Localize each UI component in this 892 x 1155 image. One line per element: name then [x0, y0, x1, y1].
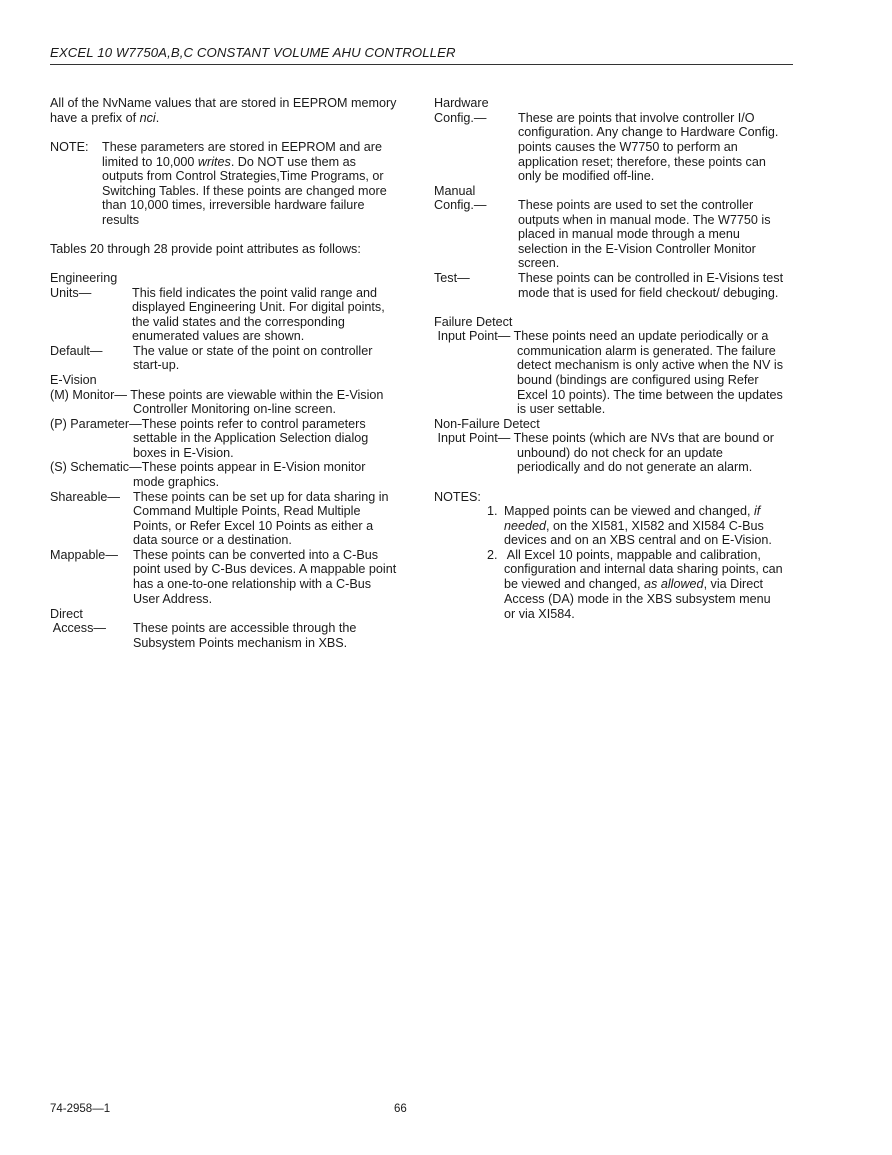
note-line	[102, 184, 387, 199]
term-definition-line: Points, or Refer Excel 10 Points as either a	[133, 519, 374, 533]
note-item-line	[504, 548, 761, 563]
term-label: Engineering	[50, 271, 118, 285]
running-header: EXCEL 10 W7750A,B,C CONSTANT VOLUME AHU CONTROLLER	[50, 45, 456, 60]
text-segment: outputs from Control Strategies,Time Programs, or	[102, 169, 384, 183]
text-segment: , on the XI581, XI582 and XI584 C-Bus	[546, 519, 764, 533]
italic-text: as allowed	[644, 577, 704, 591]
term-definition-line: selection in the E-Vision Controller Monitor	[518, 242, 756, 256]
term-definition-line: only be modified off-line.	[518, 169, 655, 183]
term-definition-line: These are points that involve controller I/O	[518, 111, 755, 125]
term-label: Failure Detect	[434, 315, 513, 329]
term-definition-line: (P) Parameter—These points refer to control parameters	[50, 417, 366, 431]
text-segment: , via Direct	[703, 577, 764, 591]
italic-text: writes	[197, 155, 231, 169]
term-label: Config.—	[434, 198, 487, 212]
term-definition-line: The value or state of the point on controller	[133, 344, 373, 358]
note-item-line	[504, 577, 763, 592]
note-label: NOTE:	[50, 140, 89, 154]
term-definition-line: Excel 10 points). The time between the updates	[517, 388, 783, 402]
term-label: Test—	[434, 271, 470, 285]
document-number: 74-2958—1	[50, 1103, 111, 1115]
term-definition-line: displayed Engineering Unit. For digital points,	[132, 300, 385, 314]
note-item-line	[504, 504, 760, 519]
term-label: Direct	[50, 607, 83, 621]
note-item-line	[504, 607, 575, 622]
term-definition-line: These points can be controlled in E-Visions test	[518, 271, 784, 285]
term-label: Mappable—	[50, 548, 118, 562]
term-definition-line: Controller Monitoring on-line screen.	[133, 402, 336, 416]
term-definition-line: User Address.	[133, 592, 213, 606]
term-definition-line: These points are accessible through the	[133, 621, 357, 635]
term-label: Non-Failure Detect	[434, 417, 540, 431]
notes-label: NOTES:	[434, 490, 481, 504]
term-label: Hardware	[434, 96, 489, 110]
page-number: 66	[394, 1103, 407, 1115]
italic-text: if	[753, 504, 761, 518]
text-segment: configuration and internal data sharing points, can	[504, 562, 783, 576]
term-definition-line: unbound) do not check for an update	[517, 446, 723, 460]
term-definition-line: settable in the Application Selection dialog	[133, 431, 369, 445]
text-segment: limited to 10,000	[102, 155, 198, 169]
text-segment: These parameters are stored in EEPROM and are	[102, 140, 382, 154]
note-line	[102, 169, 384, 184]
text-segment: be viewed and changed,	[504, 577, 645, 591]
term-definition-line: placed in manual mode through a menu	[518, 227, 740, 241]
term-definition-line: These points can be set up for data sharing in	[133, 490, 389, 504]
term-definition-line: Subsystem Points mechanism in XBS.	[133, 636, 348, 650]
term-definition-line: boxes in E-Vision.	[133, 446, 234, 460]
term-definition-line: This field indicates the point valid range and	[132, 286, 378, 300]
term-label: Manual	[434, 184, 476, 198]
text-segment: results	[102, 213, 140, 227]
term-definition-line: application reset; therefore, these points can	[518, 155, 766, 169]
note-number: 2.	[487, 548, 498, 562]
text-segment: All Excel 10 points, mappable and calibration,	[504, 548, 761, 562]
text-segment: Switching Tables. If these points are changed more	[102, 184, 387, 198]
note-line	[102, 213, 139, 228]
text-segment: or via XI584.	[504, 607, 575, 621]
term-label: Shareable—	[50, 490, 121, 504]
term-definition-line: Command Multiple Points, Read Multiple	[133, 504, 361, 518]
text-segment: devices and on an XBS central and on E-Vision.	[504, 533, 772, 547]
term-definition-line: communication alarm is generated. The failure	[517, 344, 776, 358]
term-definition-line: the valid states and the corresponding	[132, 315, 345, 329]
term-definition-line: These points are used to set the controller	[518, 198, 754, 212]
term-label: Default—	[50, 344, 103, 358]
intro-line	[50, 96, 396, 111]
term-definition-line: periodically and do not generate an alarm.	[517, 460, 753, 474]
term-definition-line: mode that is used for field checkout/ debuging.	[518, 286, 779, 300]
term-definition-line: mode graphics.	[133, 475, 220, 489]
term-definition-line: Input Point— These points (which are NVs that are bound or	[434, 431, 774, 445]
note-item-line	[504, 592, 771, 607]
term-definition-line: (M) Monitor— These points are viewable within the E-Vision	[50, 388, 384, 402]
note-line	[102, 140, 382, 155]
text-segment: .	[155, 111, 160, 125]
note-item-line	[504, 533, 772, 548]
tables-intro: Tables 20 through 28 provide point attributes as follows:	[50, 242, 361, 256]
text-segment: . Do NOT use them as	[230, 155, 356, 169]
text-segment: have a prefix of	[50, 111, 140, 125]
term-definition-line: point used by C-Bus devices. A mappable point	[133, 562, 397, 576]
term-label: Units—	[50, 286, 92, 300]
term-definition-line: data source or a destination.	[133, 533, 292, 547]
note-item-line	[504, 562, 783, 577]
term-definition-line: (S) Schematic—These points appear in E-Vision monitor	[50, 460, 366, 474]
term-definition-line: outputs when in manual mode. The W7750 is	[518, 213, 771, 227]
term-definition-line: Input Point— These points need an update periodically or a	[434, 329, 769, 343]
term-definition-line: is user settable.	[517, 402, 606, 416]
term-definition-line: These points can be converted into a C-Bus	[133, 548, 379, 562]
term-definition-line: points causes the W7750 to perform an	[518, 140, 738, 154]
text-segment: than 10,000 times, irreversible hardware failure	[102, 198, 365, 212]
italic-text: nci	[139, 111, 156, 125]
text-segment: Mapped points can be viewed and changed,	[504, 504, 754, 518]
text-segment: All of the NvName values that are stored in EEPROM memory	[50, 96, 397, 110]
header-rule	[50, 64, 793, 65]
term-definition-line: detect mechanism is only active when the NV is	[517, 358, 783, 372]
term-label: Config.—	[434, 111, 487, 125]
term-label: E-Vision	[50, 373, 97, 387]
term-label: Access—	[50, 621, 106, 635]
note-line	[102, 155, 356, 170]
term-definition-line: has a one-to-one relationship with a C-Bus	[133, 577, 372, 591]
term-definition-line: bound (bindings are configured using Refer	[517, 373, 759, 387]
intro-line	[50, 111, 159, 126]
term-definition-line: enumerated values are shown.	[132, 329, 305, 343]
note-number: 1.	[487, 504, 498, 518]
note-item-line	[504, 519, 764, 534]
text-segment: Access (DA) mode in the XBS subsystem menu	[504, 592, 771, 606]
term-definition-line: start-up.	[133, 358, 180, 372]
italic-text: needed	[504, 519, 547, 533]
term-definition-line: screen.	[518, 256, 560, 270]
note-line	[102, 198, 365, 213]
term-definition-line: configuration. Any change to Hardware Config.	[518, 125, 779, 139]
